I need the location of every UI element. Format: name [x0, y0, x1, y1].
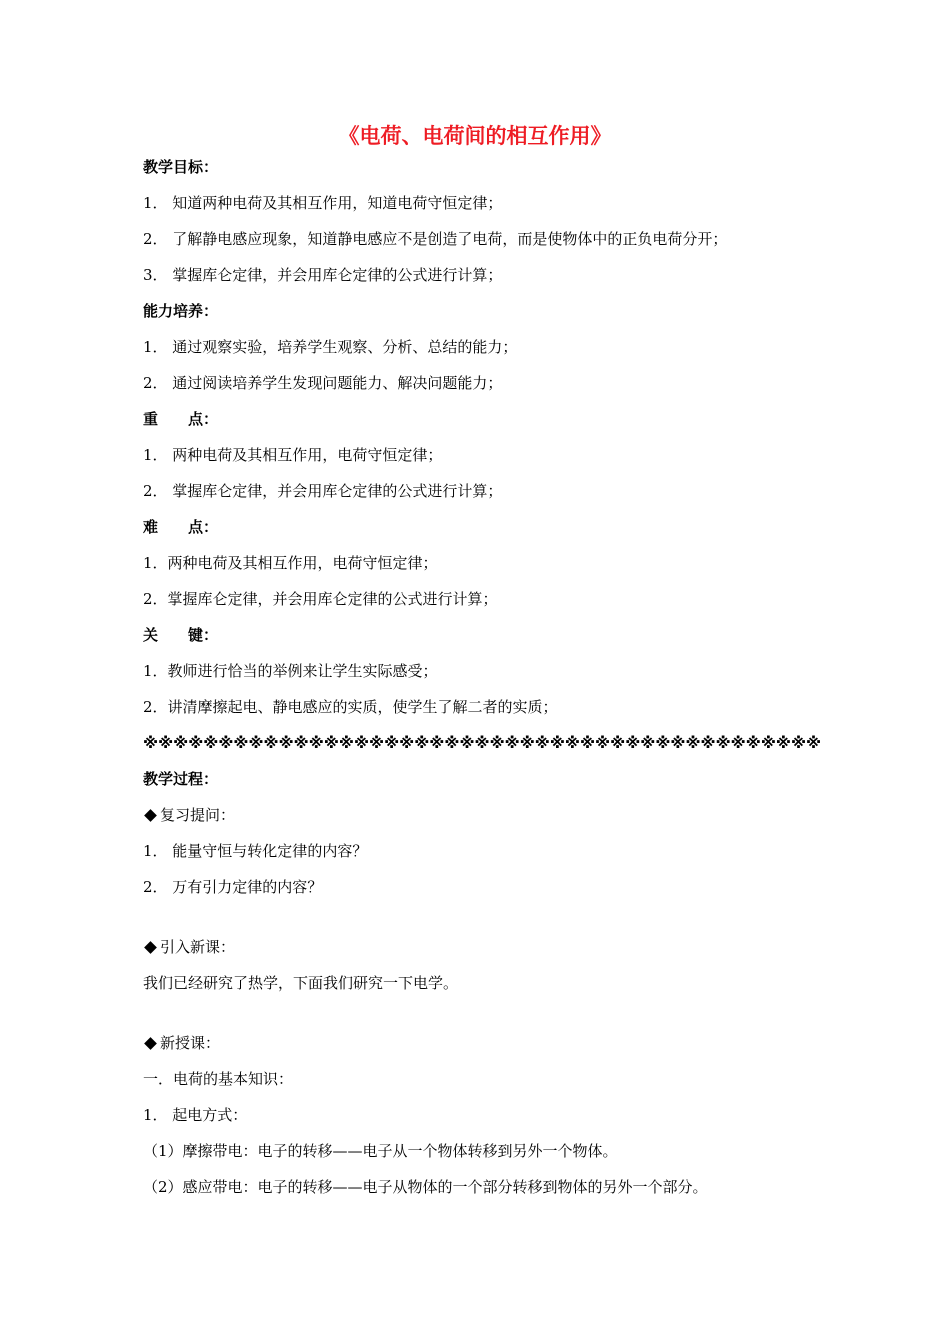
- crux-heading-char: 键：: [188, 626, 219, 644]
- key-point-item: 1． 两种电荷及其相互作用，电荷守恒定律；: [143, 446, 443, 464]
- review-heading-text: 复习提问：: [160, 806, 236, 824]
- intro-heading: [143, 929, 823, 965]
- goals-heading: 教学目标：: [143, 158, 219, 176]
- crux-item: 1．教师进行恰当的举例来让学生实际感受；: [143, 662, 438, 680]
- goal-item: 3． 掌握库仑定律，并会用库仑定律的公式进行计算；: [143, 266, 503, 284]
- crux-heading: [143, 617, 823, 653]
- key-points-heading: [143, 401, 823, 437]
- new-lesson-heading: [143, 1025, 823, 1061]
- crux-heading-char: 关: [143, 626, 159, 644]
- ability-heading: 能力培养：: [143, 302, 219, 320]
- spacer: [143, 1001, 823, 1025]
- difficult-points-heading: [143, 509, 823, 545]
- difficult-point-item: 2．掌握库仑定律，并会用库仑定律的公式进行计算；: [143, 590, 498, 608]
- intro-text: 我们已经研究了热学，下面我们研究一下电学。: [143, 974, 459, 992]
- review-item: 1． 能量守恒与转化定律的内容？: [143, 842, 368, 860]
- ability-item: 1． 通过观察实验，培养学生观察、分析、总结的能力；: [143, 338, 518, 356]
- difficult-point-item: 1．两种电荷及其相互作用，电荷守恒定律；: [143, 554, 438, 572]
- page-title: 《电荷、电荷间的相互作用》: [338, 124, 612, 148]
- ability-item: 2． 通过阅读培养学生发现问题能力、解决问题能力；: [143, 374, 503, 392]
- separator-line: ※※※※※※※※※※※※※※※※※※※※※※※※※※※※※※※※※※※※※※※※※※※※※: [143, 734, 822, 752]
- new-lesson-item: 1． 起电方式：: [143, 1106, 248, 1124]
- new-lesson-item: （1）摩擦带电：电子的转移——电子从一个物体转移到另外一个物体。: [143, 1142, 618, 1160]
- crux-item: 2．讲清摩擦起电、静电感应的实质，使学生了解二者的实质；: [143, 698, 558, 716]
- process-heading: 教学过程：: [143, 770, 219, 788]
- review-heading: [143, 797, 823, 833]
- intro-heading-text: 引入新课：: [160, 938, 236, 956]
- difficult-heading-char: 点：: [188, 518, 219, 536]
- review-item: 2． 万有引力定律的内容？: [143, 878, 323, 896]
- key-heading-char: 点：: [188, 410, 219, 428]
- spacer: [143, 905, 823, 929]
- key-heading-char: 重: [143, 410, 159, 428]
- goal-item: 1． 知道两种电荷及其相互作用，知道电荷守恒定律；: [143, 194, 503, 212]
- new-lesson-item: （2）感应带电：电子的转移——电子从物体的一个部分转移到物体的另外一个部分。: [143, 1178, 708, 1196]
- goal-item: 2． 了解静电感应现象，知道静电感应不是创造了电荷，而是使物体中的正负电荷分开；: [143, 230, 728, 248]
- diamond-bullet-icon: [144, 1037, 157, 1050]
- diamond-bullet-icon: [144, 941, 157, 954]
- document-body: [143, 149, 823, 1205]
- new-lesson-heading-text: 新授课：: [160, 1034, 221, 1052]
- diamond-bullet-icon: [144, 809, 157, 822]
- difficult-heading-char: 难: [143, 518, 159, 536]
- key-point-item: 2． 掌握库仑定律，并会用库仑定律的公式进行计算；: [143, 482, 503, 500]
- new-lesson-item: 一．电荷的基本知识：: [143, 1070, 294, 1088]
